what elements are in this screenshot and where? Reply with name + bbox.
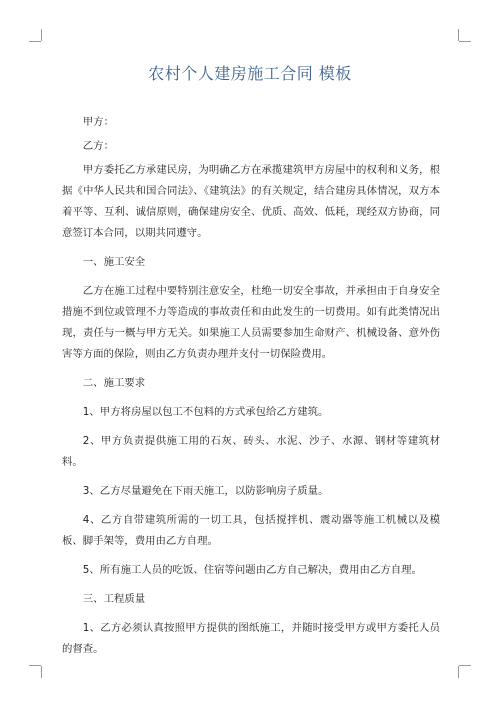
requirement-item-3: 3、乙方尽量避免在下雨天施工，以防影响房子质量。 (82, 485, 329, 497)
crop-mark-bottom-right-v (458, 666, 459, 678)
requirement-item-1: 1、甲方将房屋以包工不包料的方式承包给乙方建筑。 (82, 406, 329, 418)
section-heading-safety: 一、施工安全 (82, 256, 146, 268)
document-body (62, 112, 440, 668)
section-heading-requirements: 二、施工要求 (82, 377, 146, 389)
party-b-line: 乙方： (82, 140, 114, 152)
crop-mark-top-left-v (41, 29, 42, 41)
quality-item-1: 1、乙方必须认真按照甲方提供的图纸施工，并随时接受甲方或甲方委托人员的督查。 (62, 622, 440, 655)
safety-paragraph: 乙方在施工过程中要特别注意安全，杜绝一切安全事故，并承担由于自身安全措施不到位或管理不力等造成的事故责任和由此发生的一切费用。如有此类情况出现，责任与一概与甲方无关。如果施工人员需要参加生命财产、机械设备、意外伤害等方面的保险，则由乙方负责办理并支付一切保险费用。 (62, 285, 440, 360)
crop-mark-top-left-h (29, 41, 41, 42)
requirement-item-4: 4、乙方自带建筑所需的一切工具，包括搅拌机、震动器等施工机械以及模板、脚手架等，费用由乙方自理。 (62, 514, 440, 547)
requirement-item-5: 5、所有施工人员的吃饭、住宿等问题由乙方自己解决，费用由乙方自理。 (82, 564, 422, 576)
crop-mark-bottom-right-h (459, 665, 471, 666)
document-title: 农村个人建房施工合同 模板 (148, 64, 352, 83)
requirement-item-2: 2、甲方负责提供施工用的石灰、砖头、水泥、沙子、水源、钢材等建筑材料。 (62, 435, 440, 468)
crop-mark-bottom-left-v (41, 666, 42, 678)
preamble-paragraph: 甲方委托乙方承建民房，为明确乙方在承揽建筑甲方房屋中的权利和义务，根据《中华人民共和国合同法》、《建筑法》的有关规定，结合建房具体情况，双方本着平等、互利、诚信原则，确保建房安全、优质、高效、低耗，现经双方协商，同意签订本合同，以期共同遵守。 (62, 164, 440, 239)
party-a-line: 甲方： (82, 116, 114, 128)
crop-mark-bottom-left-h (29, 665, 41, 666)
crop-mark-top-right-v (458, 29, 459, 41)
section-heading-quality: 三、工程质量 (82, 593, 146, 605)
crop-mark-top-right-h (459, 41, 471, 42)
